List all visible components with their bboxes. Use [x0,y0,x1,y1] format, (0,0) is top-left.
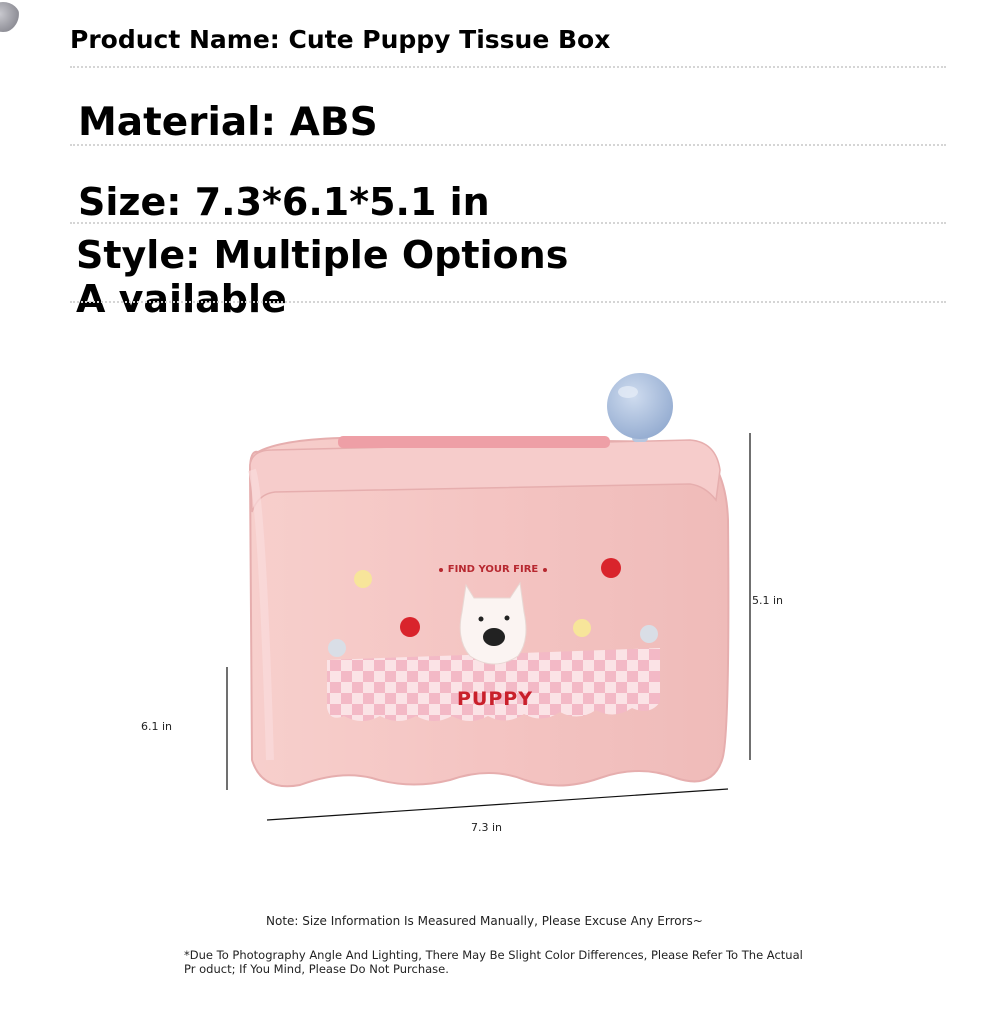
depth-label: 6.1 in [141,720,173,733]
style: Style: Multiple Options A vailable [76,233,569,321]
dot [354,570,372,588]
dot [573,619,591,637]
height-label: 5.1 in [752,594,784,607]
knob [607,373,673,439]
puppy-brand-text: PUPPY [457,688,533,710]
find-your-fire-label: FIND YOUR FIRE [447,564,539,575]
size: Size: 7.3*6.1*5.1 in [78,180,490,224]
dot [328,639,346,657]
width-dimension-line [267,789,728,820]
width-label: 7.3 in [471,821,503,834]
color-note: *Due To Photography Angle And Lighting, There May Be Slight Color Differences, Please Refer To The Actual Pr oduct; If You Mind, Please Do Not Purchase. [184,948,803,976]
material: Material: ABS [78,100,378,145]
tissue-slot [338,436,610,448]
dot [400,617,420,637]
product-name: Product Name: Cute Puppy Tissue Box [70,25,611,54]
measure-note: Note: Size Information Is Measured Manually, Please Excuse Any Errors~ [266,914,703,928]
dot [601,558,621,578]
dot [640,625,658,643]
